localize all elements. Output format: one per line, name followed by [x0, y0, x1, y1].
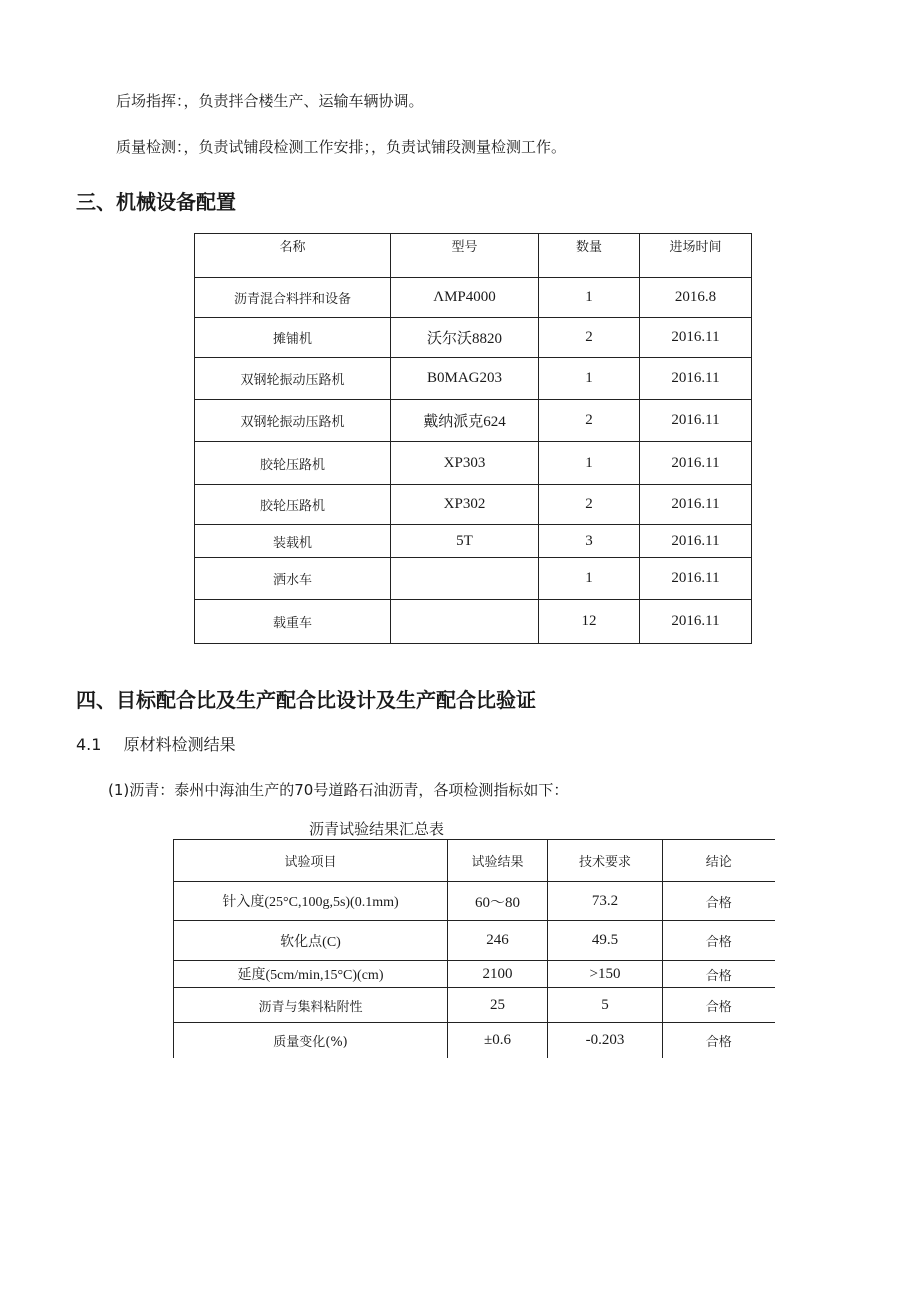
cell-date: 2016.11	[640, 600, 752, 644]
cell-result: 60～80	[448, 882, 548, 921]
asphalt-test-table	[173, 839, 775, 1058]
cell-date: 2016.11	[640, 485, 752, 525]
table-row	[195, 318, 752, 358]
cell-item: 沥青与集料粘附性	[174, 988, 448, 1023]
asphalt-intro: (1)沥青：泰州中海油生产的70号道路石油沥青，各项检测指标如下：	[108, 781, 569, 799]
cell-qty: 12	[539, 600, 640, 644]
subsection-heading	[76, 732, 236, 755]
table-row	[195, 558, 752, 600]
cell-requirement: 49.5	[548, 921, 663, 961]
cell-qty: 1	[539, 278, 640, 318]
table-row	[195, 358, 752, 400]
cell-name: 载重车	[195, 600, 391, 644]
header-date: 进场时间	[640, 234, 752, 278]
cell-name: 洒水车	[195, 558, 391, 600]
role-text: ，负责拌合楼生产、运输车辆协调。	[183, 92, 424, 110]
table-caption: 沥青试验结果汇总表	[309, 820, 445, 838]
cell-result: 246	[448, 921, 548, 961]
cell-requirement: -0.203	[548, 1023, 663, 1058]
cell-item: 软化点(C)	[174, 921, 448, 961]
cell-model: 沃尔沃8820	[391, 318, 539, 358]
table-row	[174, 961, 775, 988]
cell-name: 双钢轮振动压路机	[195, 358, 391, 400]
table-row	[195, 400, 752, 442]
role-text: ，负责试铺段检测工作安排；，负责试铺段测量检测工作。	[183, 138, 567, 156]
role-label: 后场指挥：	[116, 92, 184, 110]
cell-qty: 2	[539, 318, 640, 358]
header-name: 名称	[195, 234, 391, 278]
cell-model: XP303	[391, 442, 539, 485]
cell-model: XP302	[391, 485, 539, 525]
cell-qty: 2	[539, 485, 640, 525]
cell-conclusion: 合格	[663, 921, 775, 961]
cell-conclusion: 合格	[663, 961, 775, 988]
table-row	[174, 988, 775, 1023]
cell-name: 摊铺机	[195, 318, 391, 358]
table-header-row	[195, 234, 752, 278]
table-row	[195, 525, 752, 558]
cell-date: 2016.11	[640, 525, 752, 558]
cell-name: 胶轮压路机	[195, 485, 391, 525]
cell-qty: 1	[539, 442, 640, 485]
cell-name: 沥青混合料拌和设备	[195, 278, 391, 318]
section-3-heading: 三、机械设备配置	[76, 190, 236, 214]
table-row	[174, 1023, 775, 1058]
section-4-heading: 四、目标配合比及生产配合比设计及生产配合比验证	[76, 688, 536, 712]
cell-name: 双钢轮振动压路机	[195, 400, 391, 442]
cell-date: 2016.8	[640, 278, 752, 318]
cell-item: 质量变化(%)	[174, 1023, 448, 1058]
cell-model: 戴纳派克624	[391, 400, 539, 442]
cell-model	[391, 558, 539, 600]
header-requirement: 技术要求	[548, 840, 663, 882]
cell-date: 2016.11	[640, 400, 752, 442]
cell-date: 2016.11	[640, 558, 752, 600]
cell-result: 2100	[448, 961, 548, 988]
table-row	[195, 485, 752, 525]
cell-item: 延度(5cm/min,15°C)(cm)	[174, 961, 448, 988]
cell-requirement: >150	[548, 961, 663, 988]
cell-result: ±0.6	[448, 1023, 548, 1058]
cell-conclusion: 合格	[663, 1023, 775, 1058]
cell-qty: 2	[539, 400, 640, 442]
cell-result: 25	[448, 988, 548, 1023]
cell-date: 2016.11	[640, 442, 752, 485]
cell-qty: 1	[539, 558, 640, 600]
cell-model	[391, 600, 539, 644]
header-result: 试验结果	[448, 840, 548, 882]
cell-date: 2016.11	[640, 358, 752, 400]
cell-model: 5T	[391, 525, 539, 558]
header-model: 型号	[391, 234, 539, 278]
cell-model: B0MAG203	[391, 358, 539, 400]
header-qty: 数量	[539, 234, 640, 278]
cell-qty: 1	[539, 358, 640, 400]
cell-qty: 3	[539, 525, 640, 558]
table-row	[195, 600, 752, 644]
cell-name: 装载机	[195, 525, 391, 558]
table-header-row	[174, 840, 775, 882]
cell-date: 2016.11	[640, 318, 752, 358]
table-row	[195, 278, 752, 318]
role-line-quality	[116, 136, 566, 157]
cell-item: 针入度(25°C,100g,5s)(0.1mm)	[174, 882, 448, 921]
cell-conclusion: 合格	[663, 988, 775, 1023]
subsection-title: 原材料检测结果	[123, 735, 236, 754]
cell-name: 胶轮压路机	[195, 442, 391, 485]
table-row	[174, 882, 775, 921]
table-row	[174, 921, 775, 961]
table-row	[195, 442, 752, 485]
role-label: 质量检测：	[116, 138, 184, 156]
header-item: 试验项目	[174, 840, 448, 882]
subsection-number: 4.1	[76, 735, 102, 754]
equipment-table	[194, 233, 752, 644]
cell-requirement: 73.2	[548, 882, 663, 921]
cell-requirement: 5	[548, 988, 663, 1023]
cell-conclusion: 合格	[663, 882, 775, 921]
cell-model: ΛMP4000	[391, 278, 539, 318]
role-line-backfield	[116, 90, 424, 111]
header-conclusion: 结论	[663, 840, 775, 882]
